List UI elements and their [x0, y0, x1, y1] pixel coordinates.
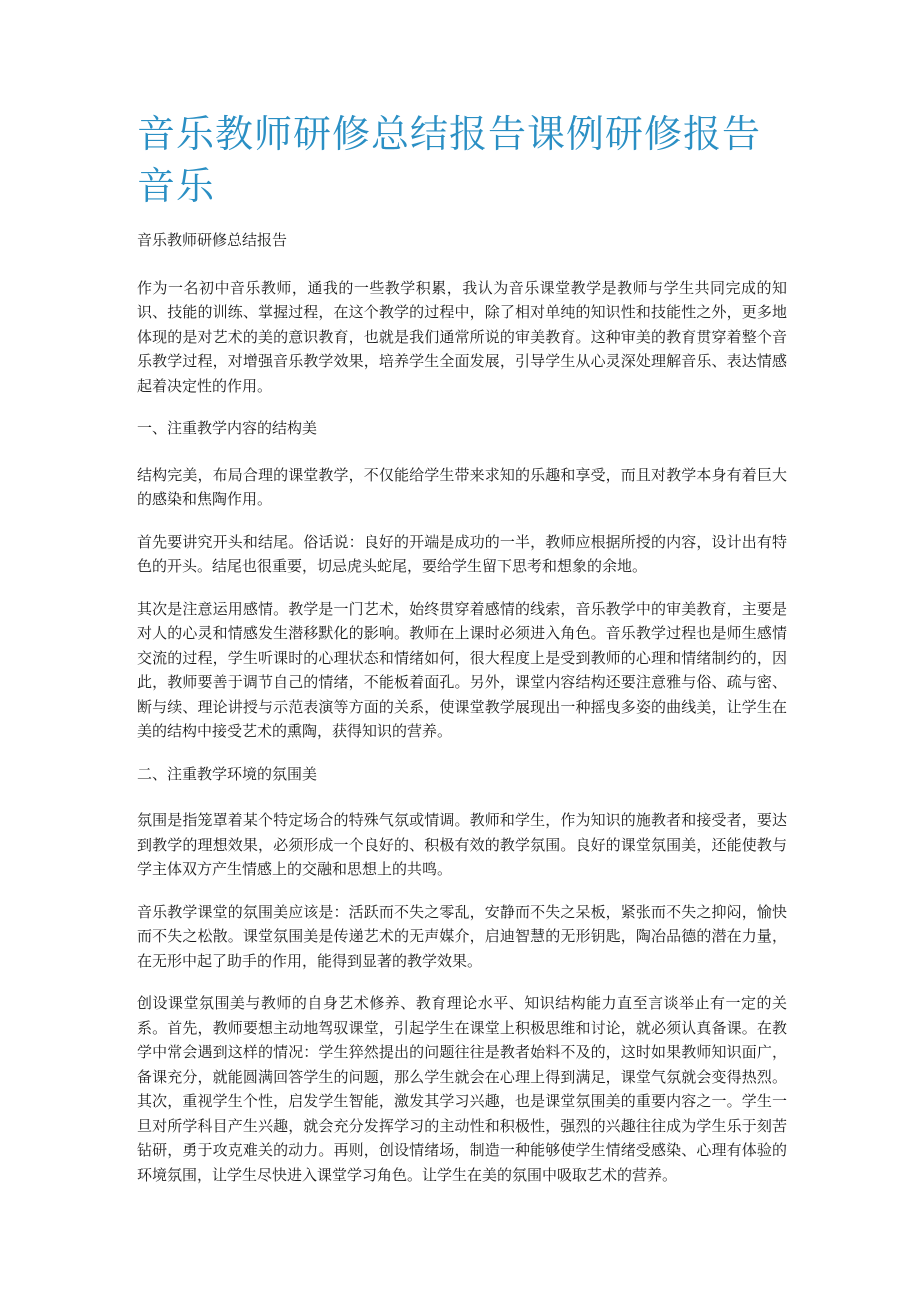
- document-body: [137, 228, 787, 1205]
- paragraph-atmosphere-creation: 创设课堂氛围美与教师的自身艺术修养、教育理论水平、知识结构能力直至言谈举止有一定的关系。首先，教师要想主动地驾驭课堂，引起学生在课堂上积极思维和讨论，就必须认真备课。在教学中常会遇到这样的情况：学生猝然提出的问题往往是教者始料不及的，这时如果教师知识面广，备课充分，就能圆满回答学生的问题，那么学生就会在心理上得到满足，课堂气氛就会变得热烈。其次，重视学生个性，启发学生智能，激发其学习兴趣，也是课堂氛围美的重要内容之一。学生一旦对所学科目产生兴趣，就会充分发挥学习的主动性和积极性，强烈的兴趣往往成为学生乐于刻苦钻研，勇于攻克难关的动力。再则，创设情绪场，制造一种能够使学生情绪受感染、心理有体验的环境氛围，让学生尽快进入课堂学习角色。让学生在美的氛围中吸取艺术的营养。: [137, 994, 787, 1184]
- section-heading-2: 二、注重教学环境的氛围美: [137, 764, 318, 783]
- section-heading-1: 一、注重教学内容的结构美: [137, 419, 318, 437]
- document-title: 音乐教师研修总结报告课例研修报告音乐: [137, 112, 762, 208]
- paragraph-atmosphere-definition: 氛围是指笼罩着某个特定场合的特殊气氛或情调。教师和学生，作为知识的施教者和接受者，要达到教学的理想效果，必须形成一个良好的、积极有效的教学氛围。良好的课堂氛围美，还能使教与学主体双方产生情感上的交融和思想上的共鸣。: [137, 811, 787, 878]
- paragraph-structure-beauty: 结构完美，布局合理的课堂教学，不仅能给学生带来求知的乐趣和享受，而且对教学本身有着巨大的感染和焦陶作用。: [137, 465, 787, 508]
- paragraph-intro: 作为一名初中音乐教师，通我的一些教学积累，我认为音乐课堂教学是教师与学生共同完成的知识、技能的训练、掌握过程，在这个教学的过程中，除了相对单纯的知识性和技能性之外，更多地体现的是对艺术的美的意识教育，也就是我们通常所说的审美教育。这种审美的教育贯穿着整个音乐教学过程，对增强音乐教学效果，培养学生全面发展，引导学生从心灵深处理解音乐、表达情感起着决定性的作用。: [137, 278, 787, 395]
- paragraph-emotion: 其次是注意运用感情。教学是一门艺术，始终贯穿着感情的线索，音乐教学中的审美教育，主要是对人的心灵和情感发生潜移默化的影响。教师在上课时必须进入角色。音乐教学过程也是师生感情交流的过程，学生听课时的心理状态和情绪如何，很大程度上是受到教师的心理和情绪制约的，因此，教师要善于调节自己的情绪，不能板着面孔。另外，课堂内容结构还要注意雅与俗、疏与密、断与续、理论讲授与示范表演等方面的关系，使课堂教学展现出一种摇曳多姿的曲线美，让学生在美的结构中接受艺术的熏陶，获得知识的营养。: [137, 599, 787, 740]
- document-subtitle: 音乐教师研修总结报告: [137, 231, 288, 249]
- paragraph-atmosphere-quality: 音乐教学课堂的氛围美应该是：活跃而不失之零乱，安静而不失之呆板，紧张而不失之抑闷，愉快而不失之松散。课堂氛围美是传递艺术的无声媒介，启迪智慧的无形钥匙，陶冶品德的潜在力量，在无形中起了助手的作用，能得到显著的教学效果。: [137, 902, 787, 970]
- paragraph-opening-ending: 首先要讲究开头和结尾。俗话说：良好的开端是成功的一半，教师应根据所授的内容，设计出有特色的开头。结尾也很重要，切忌虎头蛇尾，要给学生留下思考和想象的余地。: [137, 532, 787, 575]
